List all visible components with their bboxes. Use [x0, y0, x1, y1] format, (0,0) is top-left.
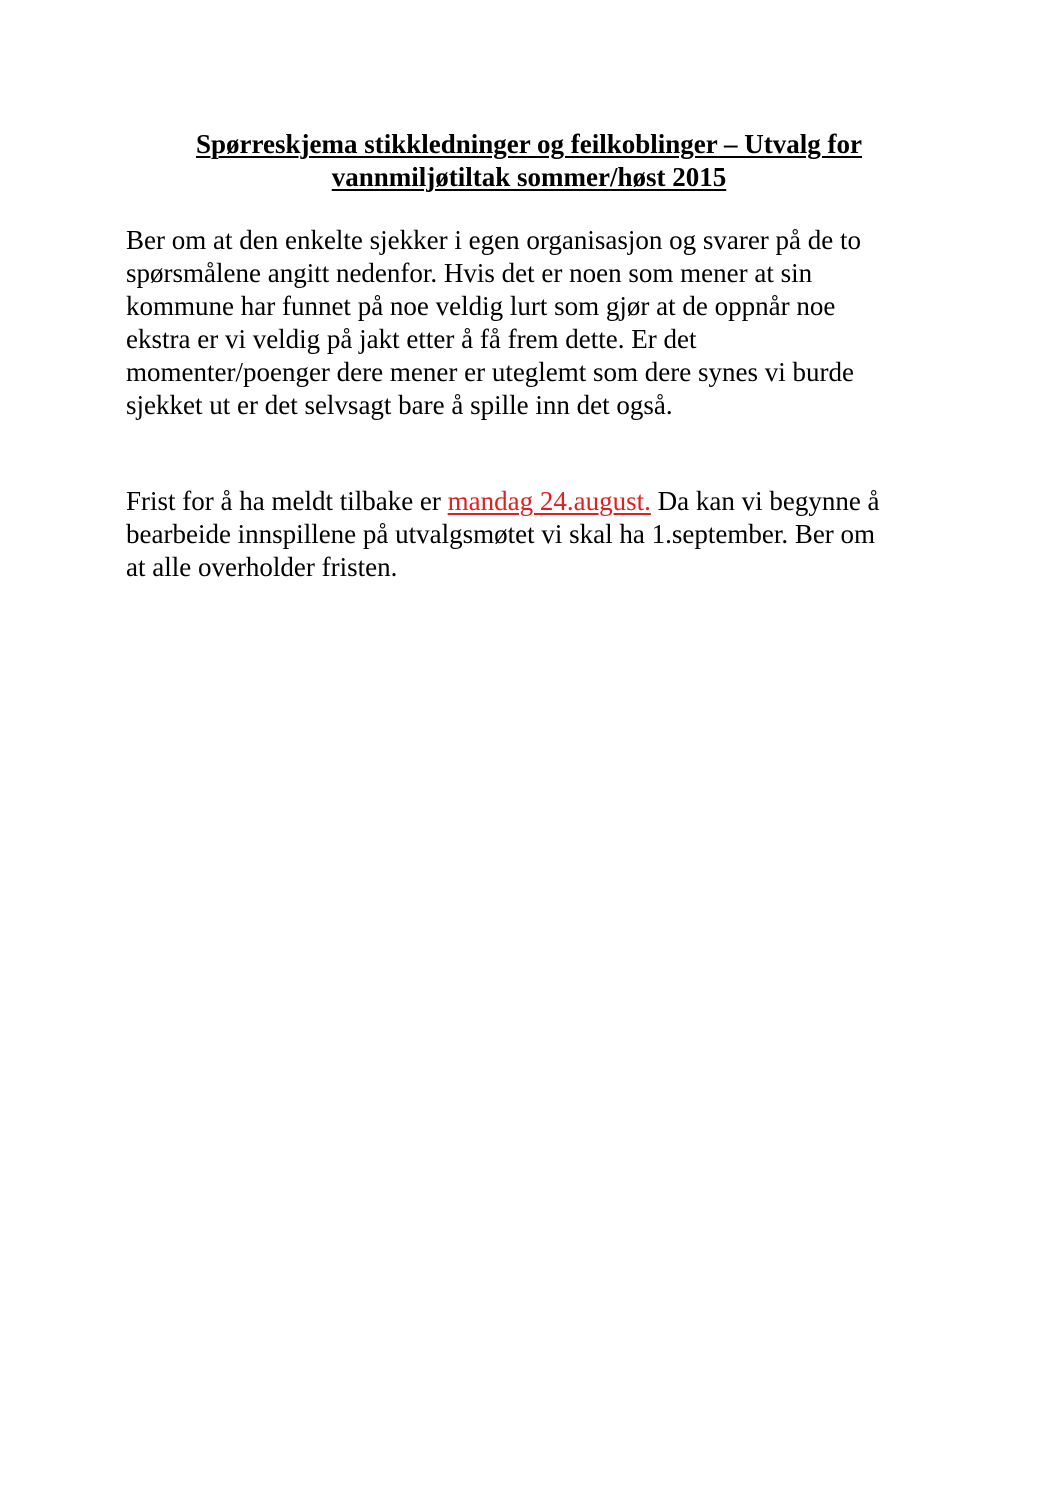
deadline-text-after: Da kan vi begynne å — [650, 486, 880, 516]
intro-line: kommune har funnet på noe veldig lurt som gjør at de oppnår noe — [126, 291, 836, 321]
intro-paragraph — [126, 224, 936, 422]
document-title — [126, 128, 932, 194]
intro-line: Ber om at den enkelte sjekker i egen organisasjon og svarer på de to — [126, 225, 862, 255]
intro-line: momenter/poenger dere mener er uteglemt som dere synes vi burde — [126, 357, 854, 387]
deadline-date: mandag 24.august. — [447, 486, 651, 516]
intro-line: ekstra er vi veldig på jakt etter å få frem dette. Er det — [126, 324, 697, 354]
deadline-line-1 — [126, 485, 936, 518]
deadline-line-2: bearbeide innspillene på utvalgsmøtet vi skal ha 1.september. Ber om — [126, 519, 876, 549]
intro-line: spørsmålene angitt nedenfor. Hvis det er noen som mener at sin — [126, 258, 813, 288]
deadline-text-before: Frist for å ha meldt tilbake er — [126, 486, 448, 516]
deadline-line-3: at alle overholder fristen. — [126, 552, 398, 582]
deadline-paragraph — [126, 485, 936, 584]
intro-line: sjekket ut er det selvsagt bare å spille inn det også. — [126, 390, 673, 420]
title-line-1: Spørreskjema stikkledninger og feilkoblinger – Utvalg for — [195, 129, 862, 159]
title-line-2: vannmiljøtiltak sommer/høst 2015 — [331, 162, 727, 192]
